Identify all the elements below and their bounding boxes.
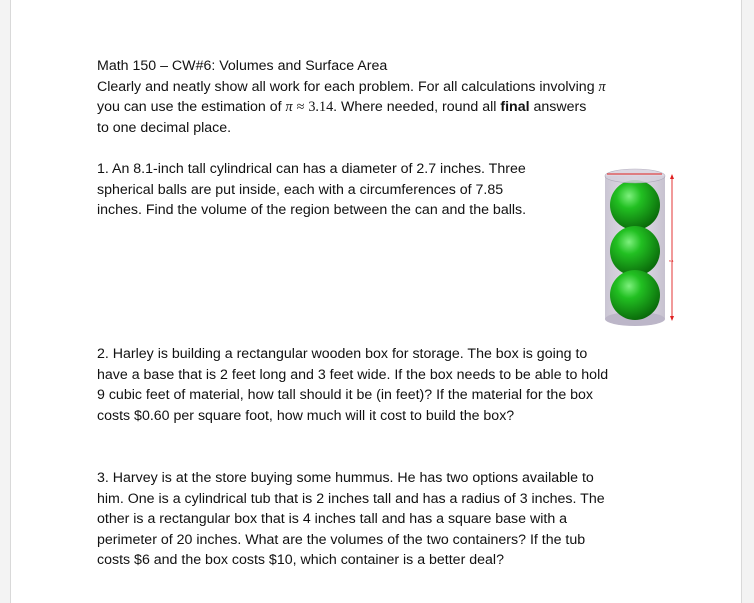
cylinder-figure <box>598 167 678 347</box>
pi-symbol: π <box>598 78 606 95</box>
problem-line: costs $6 and the box costs $10, which container is a better deal? <box>97 552 504 568</box>
header-block <box>97 56 606 138</box>
instructions-text: answers <box>533 99 587 115</box>
problem-line: 9 cubic feet of material, how tall should it be (in feet)? If the material for the box <box>97 387 594 403</box>
arrow-up-icon <box>670 174 674 179</box>
pi-symbol: π <box>285 99 293 115</box>
sphere-ball-bottom <box>610 270 660 320</box>
problem-3 <box>97 468 605 571</box>
problem-line: perimeter of 20 inches. What are the volumes of the two containers? If the tub <box>97 531 586 548</box>
problem-line: have a base that is 2 feet long and 3 feet wide. If the box needs to be able to hold <box>97 366 609 383</box>
sphere-ball-middle <box>610 226 660 276</box>
bold-word: final <box>500 99 530 115</box>
instructions-line-3: to one decimal place. <box>97 119 232 136</box>
problem-line: spherical balls are put inside, each with a circumferences of 7.85 <box>97 181 504 198</box>
cylinder-with-balls-illustration <box>598 167 678 347</box>
instructions-text: . Where needed, round all <box>333 99 497 115</box>
problem-line: 3. Harvey is at the store buying some hummus. He has two options available to <box>97 470 594 486</box>
can-top <box>605 169 665 183</box>
sphere-ball-top <box>610 180 660 230</box>
instructions-line-2 <box>97 97 606 118</box>
problem-line: other is a rectangular box that is 4 inches tall and has a square base with a <box>97 511 568 527</box>
problem-line: 2. Harley is building a rectangular wooden box for storage. The box is going to <box>97 346 588 362</box>
problem-line: inches. Find the volume of the region between the can and the balls. <box>97 202 527 218</box>
instructions-line-1 <box>97 77 606 98</box>
problem-1 <box>97 159 526 221</box>
document-page <box>10 0 742 603</box>
approx-symbol: ≈ <box>296 99 305 115</box>
page-title: Math 150 – CW#6: Volumes and Surface Area <box>97 58 388 74</box>
instructions-text: you can use the estimation of <box>97 99 282 115</box>
arrow-down-icon <box>670 316 674 321</box>
problem-line: costs $0.60 per square foot, how much will it cost to build the box? <box>97 407 515 424</box>
instructions-text: Clearly and neatly show all work for each problem. For all calculations involving <box>97 78 595 95</box>
problem-line: 1. An 8.1-inch tall cylindrical can has a diameter of 2.7 inches. Three <box>97 161 526 177</box>
height-label: 8.1 <box>669 259 674 263</box>
problem-2 <box>97 344 608 426</box>
pi-value: 3.14 <box>308 99 334 115</box>
problem-line: him. One is a cylindrical tub that is 2 inches tall and has a radius of 3 inches. The <box>97 490 605 507</box>
